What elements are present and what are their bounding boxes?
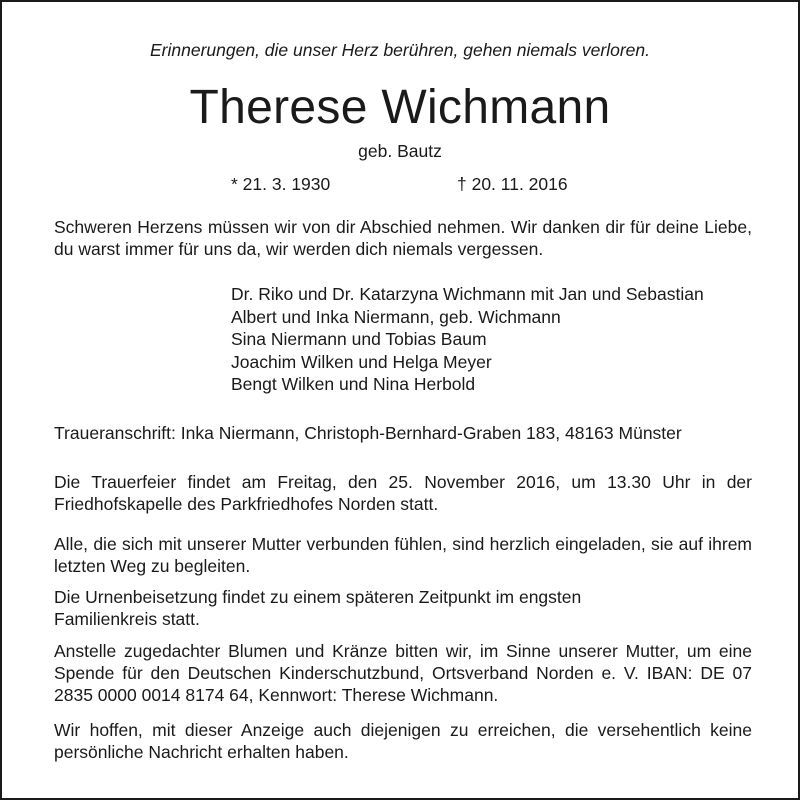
invitation-text: Alle, die sich mit unserer Mutter verbunden fühlen, sind herzlich eingeladen, sie auf ihrem letzten Weg zu begleiten. — [54, 534, 752, 576]
mourners-list — [231, 283, 704, 396]
maiden-name: geb. Bautz — [358, 141, 442, 161]
mourner-line: Sina Niermann und Tobias Baum — [231, 329, 487, 349]
intro-text: Schweren Herzens müssen wir von dir Abschied nehmen. Wir danken dir für deine Liebe, du warst immer für uns da, wir werden dich niemals vergessen. — [54, 217, 752, 259]
death-date: † 20. 11. 2016 — [457, 174, 568, 194]
service-info: Die Trauerfeier findet am Freitag, den 25. November 2016, um 13.30 Uhr in der Friedhofskapelle des Parkfriedhofes Norden statt. — [54, 472, 752, 514]
deceased-name: Therese Wichmann — [189, 81, 611, 134]
urn-burial-line-1: Die Urnenbeisetzung findet zu einem späteren Zeitpunkt im engsten — [54, 587, 582, 607]
closing-text: Wir hoffen, mit dieser Anzeige auch diejenigen zu erreichen, die versehentlich keine persönliche Nachricht erhalten haben. — [54, 720, 752, 762]
mourner-line: Bengt Wilken und Nina Herbold — [231, 374, 476, 394]
mourner-line: Joachim Wilken und Helga Meyer — [231, 351, 492, 372]
donation-request: Anstelle zugedachter Blumen und Kränze bitten wir, im Sinne unserer Mutter, um eine Spende für den Deutschen Kinderschutzbund, Ortsverband Norden e. V. IBAN: DE 07 2835 0000 0014 8174 64, Kennwort: Therese Wichmann. — [54, 641, 752, 705]
birth-date: * 21. 3. 1930 — [231, 174, 331, 194]
urn-burial-line-2: Familienkreis statt. — [54, 609, 200, 629]
funeral-address: Traueranschrift: Inka Niermann, Christoph-Bernhard-Graben 183, 48163 Münster — [54, 423, 682, 443]
mourner-line: Albert und Inka Niermann, geb. Wichmann — [231, 306, 561, 327]
motto: Erinnerungen, die unser Herz berühren, gehen niemals verloren. — [149, 40, 650, 60]
mourner-line: Dr. Riko und Dr. Katarzyna Wichmann mit Jan und Sebastian — [231, 284, 704, 304]
